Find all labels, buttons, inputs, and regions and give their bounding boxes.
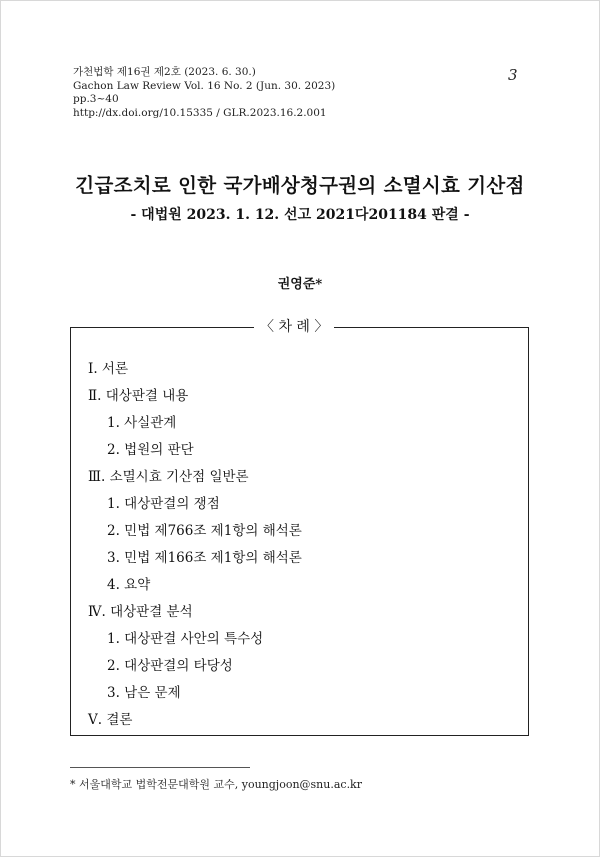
toc-item: 2. 대상판결의 타당성 — [107, 658, 233, 674]
author-name: 권영준* — [277, 277, 323, 292]
toc-item: Ⅲ. 소멸시효 기산점 일반론 — [88, 469, 249, 485]
toc-item: 4. 요약 — [107, 577, 151, 593]
doi-link[interactable]: http://dx.doi.org/10.15335 / GLR.2023.16.2.001 — [73, 106, 327, 119]
toc-item: 3. 민법 제166조 제1항의 해석론 — [107, 550, 302, 566]
toc-item: 1. 사실관계 — [107, 415, 177, 431]
journal-korean: 가천법학 제16권 제2호 (2023. 6. 30.) — [73, 66, 256, 78]
page-number: 3 — [508, 66, 518, 84]
toc-item: Ⅴ. 결론 — [88, 712, 133, 728]
toc-item: 1. 대상판결 사안의 특수성 — [107, 631, 264, 647]
table-of-contents — [70, 327, 529, 736]
page-range: pp.3~40 — [73, 93, 119, 105]
toc-item: 2. 민법 제766조 제1항의 해석론 — [107, 523, 302, 539]
toc-item: 2. 법원의 판단 — [107, 442, 194, 458]
toc-item: 3. 남은 문제 — [107, 685, 181, 701]
toc-item: Ⅰ. 서론 — [88, 361, 128, 377]
author-footnote: * 서울대학교 법학전문대학원 교수, youngjoon@snu.ac.kr — [70, 778, 362, 791]
journal-english: Gachon Law Review Vol. 16 No. 2 (Jun. 30. 2023) — [73, 79, 336, 92]
article-title: 긴급조치로 인한 국가배상청구권의 소멸시효 기산점 — [75, 174, 525, 197]
toc-item: Ⅱ. 대상판결 내용 — [88, 388, 189, 404]
toc-heading: 〈 차 례 〉 — [254, 316, 334, 336]
journal-meta — [73, 66, 335, 120]
article-subtitle: - 대법원 2023. 1. 12. 선고 2021다201184 판결 - — [130, 207, 470, 223]
toc-item: 1. 대상판결의 쟁점 — [107, 496, 220, 512]
footnote-divider — [70, 767, 250, 768]
toc-item: Ⅳ. 대상판결 분석 — [88, 604, 193, 620]
